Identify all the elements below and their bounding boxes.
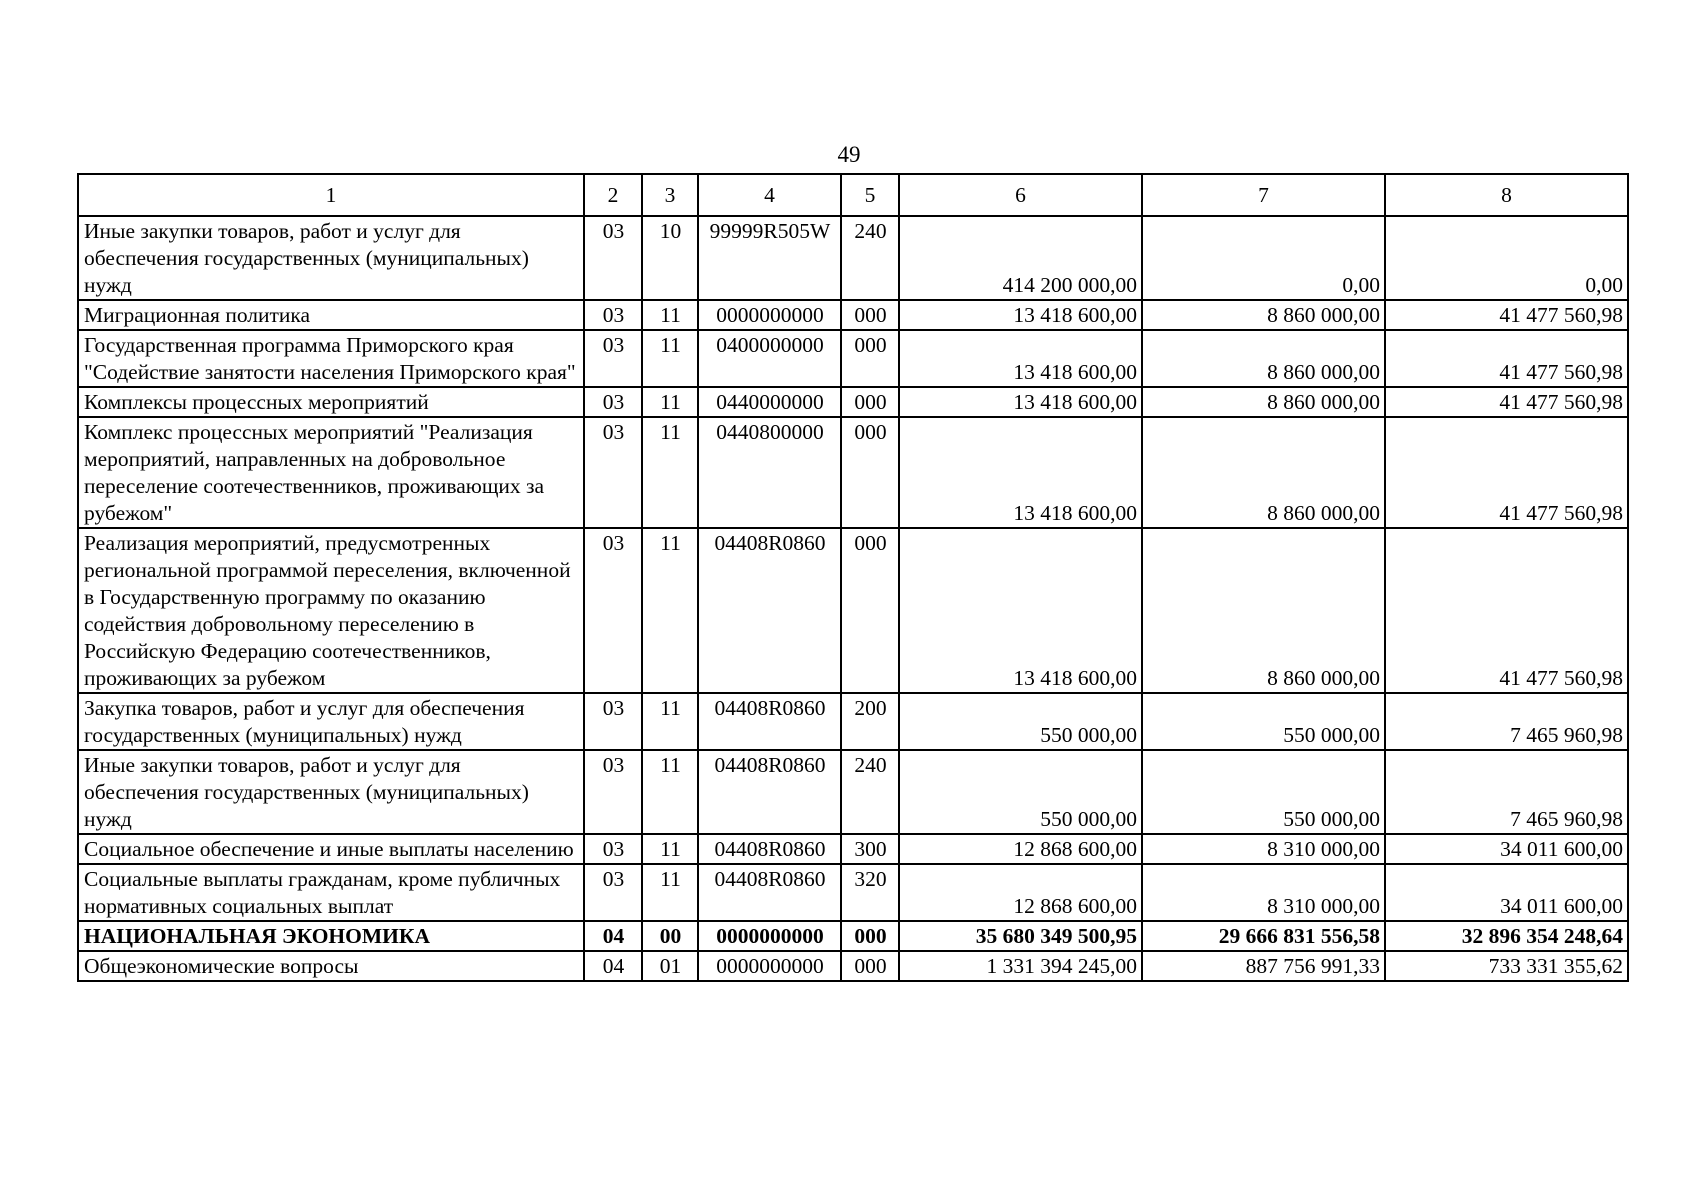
- table-row: [78, 387, 1628, 417]
- cell-target-article: 0000000000: [698, 951, 841, 981]
- cell-subsection: 11: [642, 330, 698, 387]
- cell-amount-6: 1 331 394 245,00: [899, 951, 1142, 981]
- table-row: [78, 864, 1628, 921]
- cell-amount-8: 41 477 560,98: [1385, 528, 1628, 693]
- cell-name: Социальное обеспечение и иные выплаты населению: [78, 834, 584, 864]
- cell-subsection: 10: [642, 216, 698, 300]
- cell-target-article: 0000000000: [698, 921, 841, 951]
- cell-amount-7: 8 310 000,00: [1142, 834, 1385, 864]
- column-header-7: 7: [1142, 174, 1385, 216]
- cell-amount-6: 414 200 000,00: [899, 216, 1142, 300]
- cell-amount-7: 8 860 000,00: [1142, 417, 1385, 528]
- cell-target-article: 0440800000: [698, 417, 841, 528]
- cell-name: Комплексы процессных мероприятий: [78, 387, 584, 417]
- cell-name: Закупка товаров, работ и услуг для обеспечения государственных (муниципальных) нужд: [78, 693, 584, 750]
- cell-amount-7: 0,00: [1142, 216, 1385, 300]
- cell-section: 03: [584, 216, 642, 300]
- cell-expense-type: 200: [841, 693, 899, 750]
- cell-section: 03: [584, 528, 642, 693]
- cell-section: 03: [584, 750, 642, 834]
- cell-amount-7: 8 310 000,00: [1142, 864, 1385, 921]
- cell-section: 03: [584, 693, 642, 750]
- cell-target-article: 04408R0860: [698, 528, 841, 693]
- cell-target-article: 0440000000: [698, 387, 841, 417]
- cell-expense-type: 000: [841, 951, 899, 981]
- cell-expense-type: 000: [841, 417, 899, 528]
- table-row: [78, 528, 1628, 693]
- cell-amount-8: 41 477 560,98: [1385, 417, 1628, 528]
- cell-amount-6: 12 868 600,00: [899, 834, 1142, 864]
- table-row: [78, 300, 1628, 330]
- cell-target-article: 0400000000: [698, 330, 841, 387]
- cell-subsection: 00: [642, 921, 698, 951]
- cell-name: Реализация мероприятий, предусмотренных региональной программой переселения, включенной в Государственную программу по оказанию содействия добровольному переселению в Российскую Федерацию соотечественников, проживающих за рубежом: [78, 528, 584, 693]
- cell-amount-6: 13 418 600,00: [899, 417, 1142, 528]
- cell-section: 03: [584, 864, 642, 921]
- cell-target-article: 99999R505W: [698, 216, 841, 300]
- cell-amount-6: 13 418 600,00: [899, 387, 1142, 417]
- cell-expense-type: 000: [841, 528, 899, 693]
- column-header-6: 6: [899, 174, 1142, 216]
- cell-amount-7: 8 860 000,00: [1142, 528, 1385, 693]
- table-row: [78, 834, 1628, 864]
- table-row: [78, 330, 1628, 387]
- cell-expense-type: 000: [841, 330, 899, 387]
- cell-amount-6: 12 868 600,00: [899, 864, 1142, 921]
- table-body: [78, 216, 1628, 981]
- cell-section: 03: [584, 387, 642, 417]
- cell-amount-7: 887 756 991,33: [1142, 951, 1385, 981]
- cell-target-article: 04408R0860: [698, 750, 841, 834]
- cell-amount-8: 7 465 960,98: [1385, 693, 1628, 750]
- cell-section: 03: [584, 417, 642, 528]
- cell-expense-type: 240: [841, 750, 899, 834]
- table-row: [78, 216, 1628, 300]
- cell-amount-8: 32 896 354 248,64: [1385, 921, 1628, 951]
- cell-name: Комплекс процессных мероприятий "Реализация мероприятий, направленных на добровольное переселение соотечественников, проживающих за рубежом": [78, 417, 584, 528]
- cell-name: Социальные выплаты гражданам, кроме публичных нормативных социальных выплат: [78, 864, 584, 921]
- column-header-1: 1: [78, 174, 584, 216]
- cell-amount-8: 41 477 560,98: [1385, 387, 1628, 417]
- cell-section: 03: [584, 834, 642, 864]
- cell-expense-type: 240: [841, 216, 899, 300]
- cell-section: 04: [584, 951, 642, 981]
- cell-subsection: 11: [642, 417, 698, 528]
- column-header-5: 5: [841, 174, 899, 216]
- cell-name: НАЦИОНАЛЬНАЯ ЭКОНОМИКА: [78, 921, 584, 951]
- cell-amount-6: 35 680 349 500,95: [899, 921, 1142, 951]
- cell-amount-8: 34 011 600,00: [1385, 834, 1628, 864]
- cell-expense-type: 300: [841, 834, 899, 864]
- cell-name: Государственная программа Приморского края "Содействие занятости населения Приморского края": [78, 330, 584, 387]
- cell-subsection: 11: [642, 300, 698, 330]
- cell-amount-7: 8 860 000,00: [1142, 300, 1385, 330]
- cell-target-article: 0000000000: [698, 300, 841, 330]
- cell-amount-7: 550 000,00: [1142, 750, 1385, 834]
- column-header-2: 2: [584, 174, 642, 216]
- budget-table: [77, 173, 1629, 982]
- cell-subsection: 11: [642, 750, 698, 834]
- cell-target-article: 04408R0860: [698, 834, 841, 864]
- cell-subsection: 11: [642, 693, 698, 750]
- table-row: [78, 951, 1628, 981]
- table-row: [78, 750, 1628, 834]
- cell-target-article: 04408R0860: [698, 693, 841, 750]
- cell-amount-8: 41 477 560,98: [1385, 330, 1628, 387]
- cell-amount-8: 7 465 960,98: [1385, 750, 1628, 834]
- table-row: [78, 921, 1628, 951]
- cell-amount-6: 13 418 600,00: [899, 528, 1142, 693]
- cell-section: 03: [584, 330, 642, 387]
- cell-amount-8: 0,00: [1385, 216, 1628, 300]
- cell-expense-type: 320: [841, 864, 899, 921]
- column-header-8: 8: [1385, 174, 1628, 216]
- cell-name: Общеэкономические вопросы: [78, 951, 584, 981]
- cell-amount-7: 550 000,00: [1142, 693, 1385, 750]
- table-row: [78, 693, 1628, 750]
- cell-amount-6: 13 418 600,00: [899, 330, 1142, 387]
- cell-amount-8: 41 477 560,98: [1385, 300, 1628, 330]
- cell-target-article: 04408R0860: [698, 864, 841, 921]
- header-row: [78, 174, 1628, 216]
- cell-amount-7: 29 666 831 556,58: [1142, 921, 1385, 951]
- cell-expense-type: 000: [841, 921, 899, 951]
- cell-subsection: 11: [642, 387, 698, 417]
- cell-subsection: 11: [642, 528, 698, 693]
- cell-amount-8: 733 331 355,62: [1385, 951, 1628, 981]
- cell-amount-7: 8 860 000,00: [1142, 330, 1385, 387]
- column-header-4: 4: [698, 174, 841, 216]
- cell-section: 03: [584, 300, 642, 330]
- cell-subsection: 11: [642, 834, 698, 864]
- cell-name: Миграционная политика: [78, 300, 584, 330]
- table-row: [78, 417, 1628, 528]
- column-header-3: 3: [642, 174, 698, 216]
- cell-expense-type: 000: [841, 300, 899, 330]
- cell-amount-8: 34 011 600,00: [1385, 864, 1628, 921]
- cell-subsection: 01: [642, 951, 698, 981]
- cell-amount-7: 8 860 000,00: [1142, 387, 1385, 417]
- cell-expense-type: 000: [841, 387, 899, 417]
- cell-subsection: 11: [642, 864, 698, 921]
- cell-amount-6: 13 418 600,00: [899, 300, 1142, 330]
- cell-amount-6: 550 000,00: [899, 750, 1142, 834]
- cell-name: Иные закупки товаров, работ и услуг для обеспечения государственных (муниципальных) нужд: [78, 750, 584, 834]
- cell-section: 04: [584, 921, 642, 951]
- page-number: 49: [837, 142, 861, 167]
- cell-amount-6: 550 000,00: [899, 693, 1142, 750]
- cell-name: Иные закупки товаров, работ и услуг для обеспечения государственных (муниципальных) нужд: [78, 216, 584, 300]
